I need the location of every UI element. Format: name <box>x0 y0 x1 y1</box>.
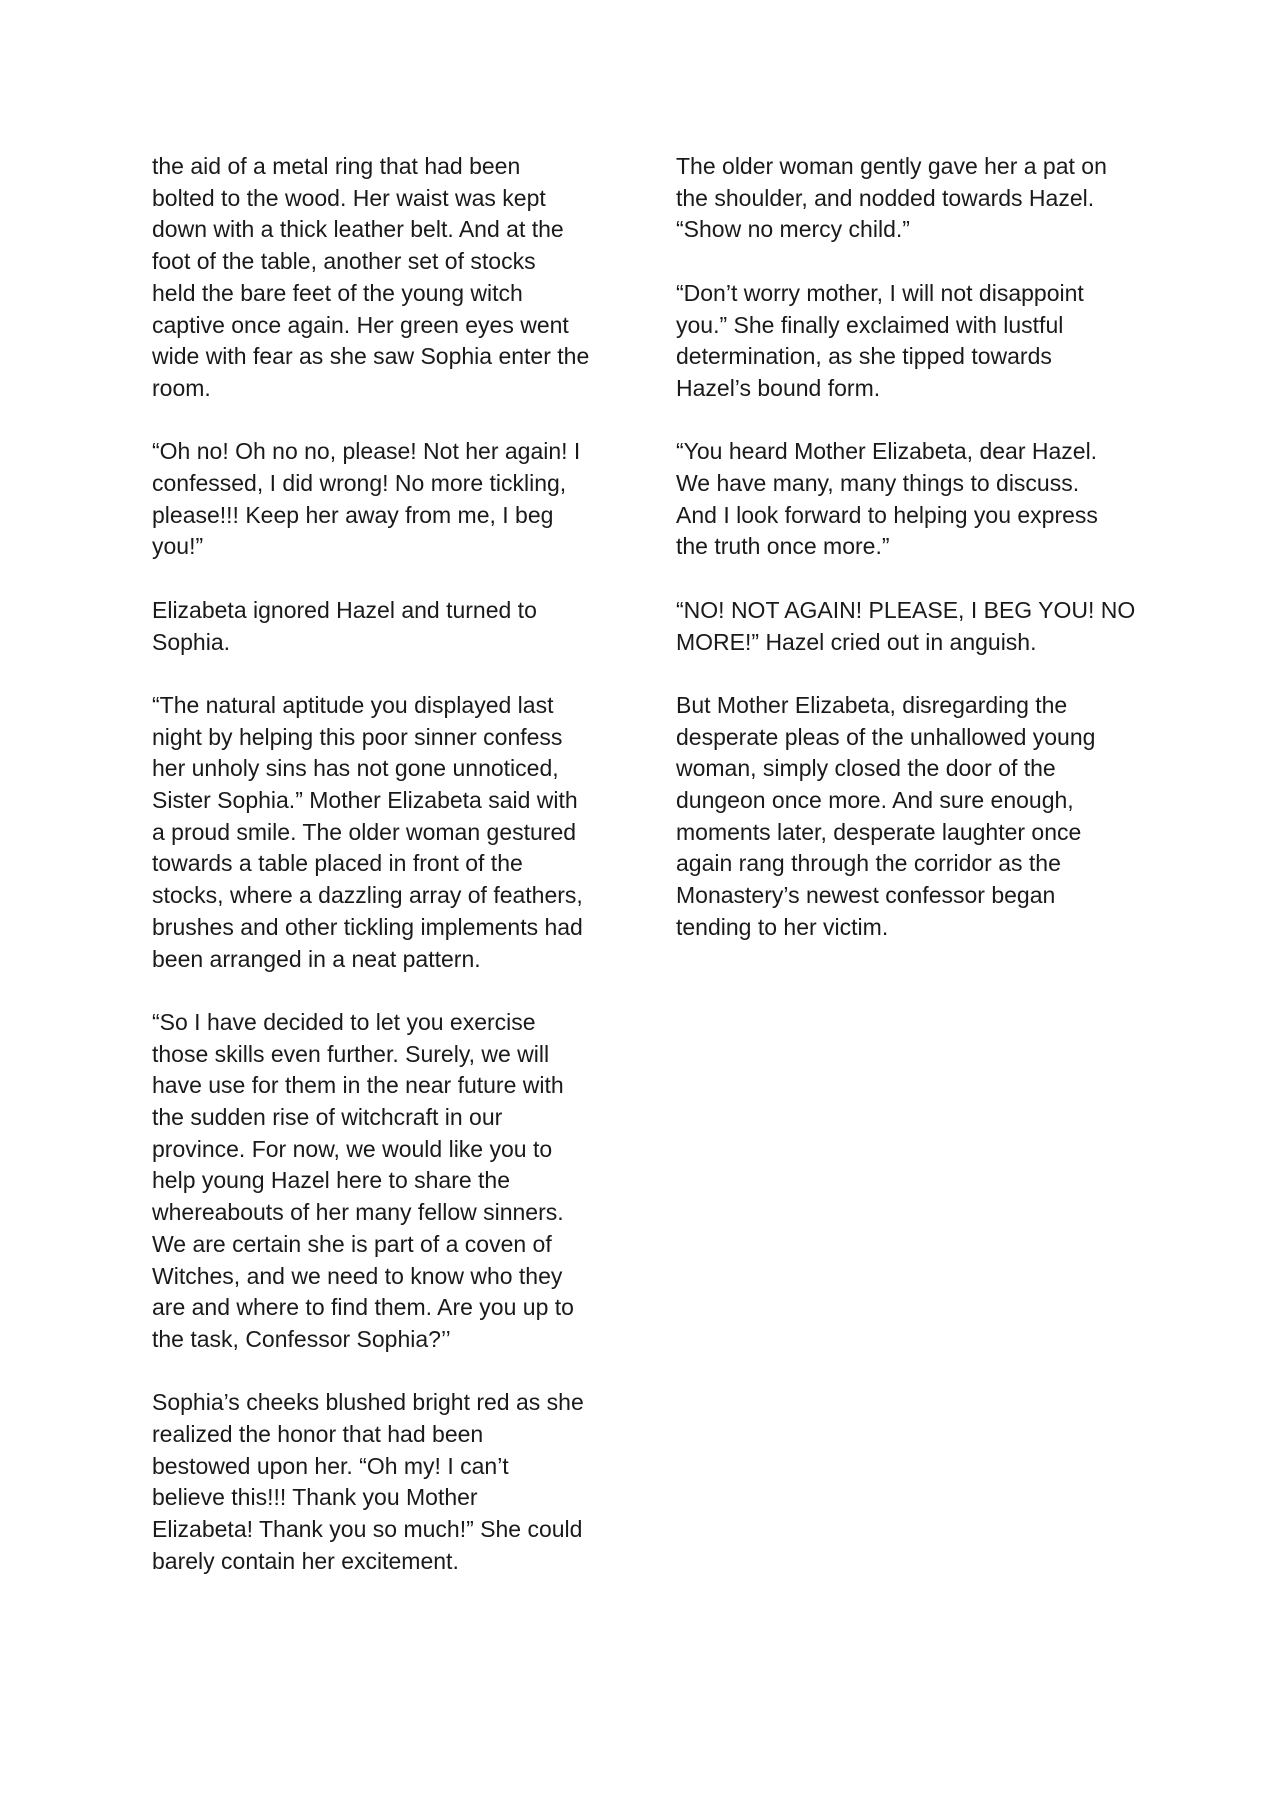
text-line: been arranged in a neat pattern. <box>152 945 481 972</box>
text-line: determination, as she tipped towards <box>676 343 1052 370</box>
text-line: “The natural aptitude you displayed last <box>152 691 554 718</box>
text-line: dungeon once more. And sure enough, <box>676 787 1074 813</box>
text-line: the sudden rise of witchcraft in our <box>152 1104 503 1131</box>
text-line: the aid of a metal ring that had been <box>152 153 521 179</box>
right-text-column <box>676 151 1136 944</box>
text-line: her unholy sins has not gone unnoticed, <box>152 755 559 782</box>
text-line: Elizabeta! Thank you so much!” She could <box>152 1516 583 1543</box>
text-line: desperate pleas of the unhallowed young <box>676 723 1096 750</box>
text-line: tending to her victim. <box>676 913 889 940</box>
text-line: bestowed upon her. “Oh my! I can’t <box>152 1452 509 1479</box>
text-line: brushes and other tickling implements had <box>152 913 583 940</box>
text-line: have use for them in the near future with <box>152 1072 564 1099</box>
paragraph <box>152 1007 622 1356</box>
paragraph <box>152 690 622 975</box>
text-line: Witches, and we need to know who they <box>152 1262 563 1289</box>
text-line: foot of the table, another set of stocks <box>152 248 536 275</box>
text-line: moments later, desperate laughter once <box>676 818 1082 845</box>
text-line: you.” She finally exclaimed with lustful <box>676 311 1064 338</box>
text-line: whereabouts of her many fellow sinners. <box>152 1199 564 1226</box>
paragraph <box>152 595 622 658</box>
text-line: Hazel’s bound form. <box>676 374 881 401</box>
text-line: are and where to find them. Are you up to <box>152 1294 574 1321</box>
text-line: confessed, I did wrong! No more tickling, <box>152 470 567 497</box>
text-line: help young Hazel here to share the <box>152 1167 511 1194</box>
text-line: MORE!” Hazel cried out in anguish. <box>676 628 1037 655</box>
text-line: the task, Confessor Sophia?’’ <box>152 1325 451 1352</box>
text-line: held the bare feet of the young witch <box>152 279 523 306</box>
text-line: barely contain her excitement. <box>152 1547 459 1574</box>
text-line: “You heard Mother Elizabeta, dear Hazel. <box>676 438 1098 465</box>
paragraph <box>676 436 1136 563</box>
text-line: towards a table placed in front of the <box>152 850 523 877</box>
text-line: believe this!!! Thank you Mother <box>152 1484 478 1511</box>
paragraph <box>152 1387 622 1577</box>
text-line: the shoulder, and nodded towards Hazel. <box>676 184 1095 211</box>
text-line: captive once again. Her green eyes went <box>152 311 569 338</box>
text-line: We have many, many things to discuss. <box>676 470 1080 496</box>
paragraph <box>676 595 1136 658</box>
paragraph <box>152 151 622 405</box>
paragraph <box>676 278 1136 405</box>
text-line: “Show no mercy child.” <box>676 216 910 243</box>
text-line: We are certain she is part of a coven of <box>152 1230 552 1257</box>
text-line: Sophia. <box>152 628 231 655</box>
text-line: Sister Sophia.” Mother Elizabeta said with <box>152 787 578 814</box>
text-line: And I look forward to helping you express <box>676 501 1098 528</box>
text-line: “NO! NOT AGAIN! PLEASE, I BEG YOU! NO <box>676 596 1136 623</box>
paragraph <box>676 690 1136 944</box>
text-line: night by helping this poor sinner confess <box>152 723 563 750</box>
text-line: Monastery’s newest confessor began <box>676 882 1056 909</box>
text-line: Elizabeta ignored Hazel and turned to <box>152 596 537 623</box>
text-line: room. <box>152 374 211 401</box>
text-line: province. For now, we would like you to <box>152 1135 553 1162</box>
text-line: woman, simply closed the door of the <box>676 755 1056 782</box>
text-line: again rang through the corridor as the <box>676 850 1061 877</box>
text-line: the truth once more.” <box>676 533 890 560</box>
text-line: realized the honor that had been <box>152 1421 484 1448</box>
left-text-column <box>152 151 622 1578</box>
text-line: “So I have decided to let you exercise <box>152 1008 536 1035</box>
text-line: you!” <box>152 533 204 560</box>
text-line: bolted to the wood. Her waist was kept <box>152 184 546 211</box>
text-line: “Oh no! Oh no no, please! Not her again! I <box>152 438 581 465</box>
text-line: The older woman gently gave her a pat on <box>676 153 1107 179</box>
text-line: “Don’t worry mother, I will not disappoint <box>676 279 1084 306</box>
text-line: wide with fear as she saw Sophia enter the <box>152 343 590 370</box>
text-line: please!!! Keep her away from me, I beg <box>152 501 554 528</box>
text-line: Sophia’s cheeks blushed bright red as she <box>152 1389 584 1416</box>
text-line: a proud smile. The older woman gestured <box>152 818 577 845</box>
text-line: But Mother Elizabeta, disregarding the <box>676 691 1068 718</box>
text-line: those skills even further. Surely, we will <box>152 1040 550 1067</box>
paragraph <box>676 151 1136 246</box>
text-line: stocks, where a dazzling array of feathers, <box>152 882 583 909</box>
paragraph <box>152 436 622 563</box>
text-line: down with a thick leather belt. And at the <box>152 216 564 243</box>
